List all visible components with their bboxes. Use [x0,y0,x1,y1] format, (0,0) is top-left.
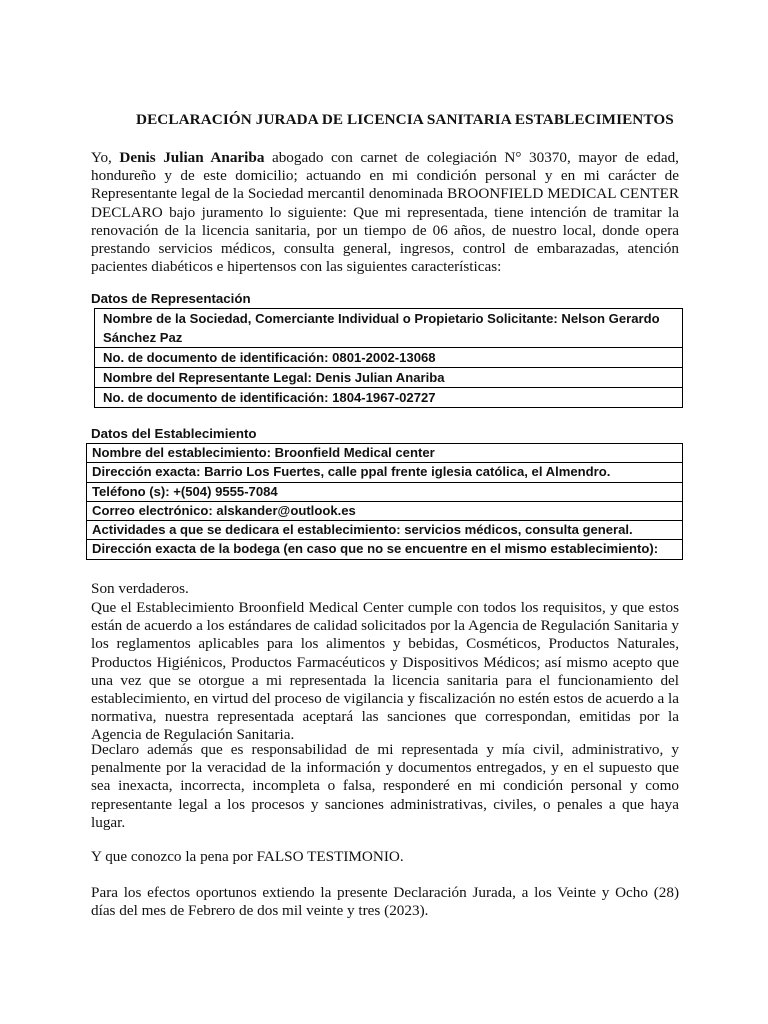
document-title: DECLARACIÓN JURADA DE LICENCIA SANITARIA ESTABLECIMIENTOS [136,111,674,128]
declarant-name: Denis Julian Anariba [119,149,265,166]
table-cell: Nombre de la Sociedad, Comerciante Individual o Propietario Solicitante: Nelson Gerardo Sánchez Paz [95,309,683,348]
table-row [87,444,683,463]
table-cell: Dirección exacta de la bodega (en caso que no se encuentre en el mismo establecimiento): [87,540,683,559]
table-row [87,501,683,520]
intro-text: abogado con carnet de colegiación N° 30370, mayor de edad, hondureño y de este domicilio; actuando en mi condición personal y en mi carácter de Representante legal de la Sociedad mercantil denominada BROONFIELD MEDICAL CENTER DECLARO bajo juramento lo siguiente: Que mi representada, tiene intención de tramitar la renovación de la licencia sanitaria, por un tiempo de 06 años, de nuestro local, donde opera prestando servicios médicos, consulta general, ingresos, control de embarazadas, atención pacientes diabéticos e hipertensos con las siguientes características: [91,149,679,276]
table-row [87,482,683,501]
table-cell: Nombre del establecimiento: Broonfield Medical center [87,444,683,463]
verdaderos-paragraph: Son verdaderos. [91,580,189,597]
table-row [95,368,683,388]
table-cell: Teléfono (s): +(504) 9555-7084 [87,482,683,501]
table-cell: Nombre del Representante Legal: Denis Julian Anariba [95,368,683,388]
representation-table [94,308,683,408]
table-cell: No. de documento de identificación: 1804-1967-02727 [95,388,683,408]
intro-paragraph [91,149,679,276]
table-row [95,348,683,368]
representation-heading: Datos de Representación [91,291,251,306]
table-row [87,463,683,482]
falso-testimonio-paragraph: Y que conozco la pena por FALSO TESTIMONIO. [91,848,404,865]
responsibility-paragraph: Declaro además que es responsabilidad de mi representada y mía civil, administrativo, y penalmente por la veracidad de la información y documentos entregados, y en el supuesto que sea inexacta, incorrecta, incompleta o falsa, responderé en mi condición personal y como representante legal a los procesos y sanciones administrativas, civiles, o penales a que haya lugar. [91,741,679,831]
table-row [87,540,683,559]
compliance-paragraph: Que el Establecimiento Broonfield Medical Center cumple con todos los requisitos, y que estos están de acuerdo a los estándares de calidad solicitados por la Agencia de Regulación Sanitaria y los reglamentos aplicables para los alimentos y bebidas, Cosméticos, Productos Naturales, Productos Higiénicos, Productos Farmacéuticos y Dispositivos Médicos; así mismo acepto que una vez que se otorgue a mi representada la licencia sanitaria para el funcionamiento del establecimiento, en virtud del proceso de vigilancia y fiscalización no estén estos de acuerdo a la normativa, nuestra representada aceptará las sanciones que correspondan, emitidas por la Agencia de Regulación Sanitaria. [91,599,679,744]
table-row [95,309,683,348]
intro-prefix: Yo, [91,149,120,166]
table-cell: Actividades a que se dedicara el establecimiento: servicios médicos, consulta general. [87,521,683,540]
closing-paragraph: Para los efectos oportunos extiendo la presente Declaración Jurada, a los Veinte y Ocho (28) días del mes de Febrero de dos mil veinte y tres (2023). [91,884,679,920]
table-cell: No. de documento de identificación: 0801-2002-13068 [95,348,683,368]
table-row [87,521,683,540]
table-cell: Correo electrónico: alskander@outlook.es [87,501,683,520]
table-cell: Dirección exacta: Barrio Los Fuertes, calle ppal frente iglesia católica, el Almendro. [87,463,683,482]
establishment-table [86,443,683,560]
establishment-heading: Datos del Establecimiento [91,426,257,441]
table-row [95,388,683,408]
